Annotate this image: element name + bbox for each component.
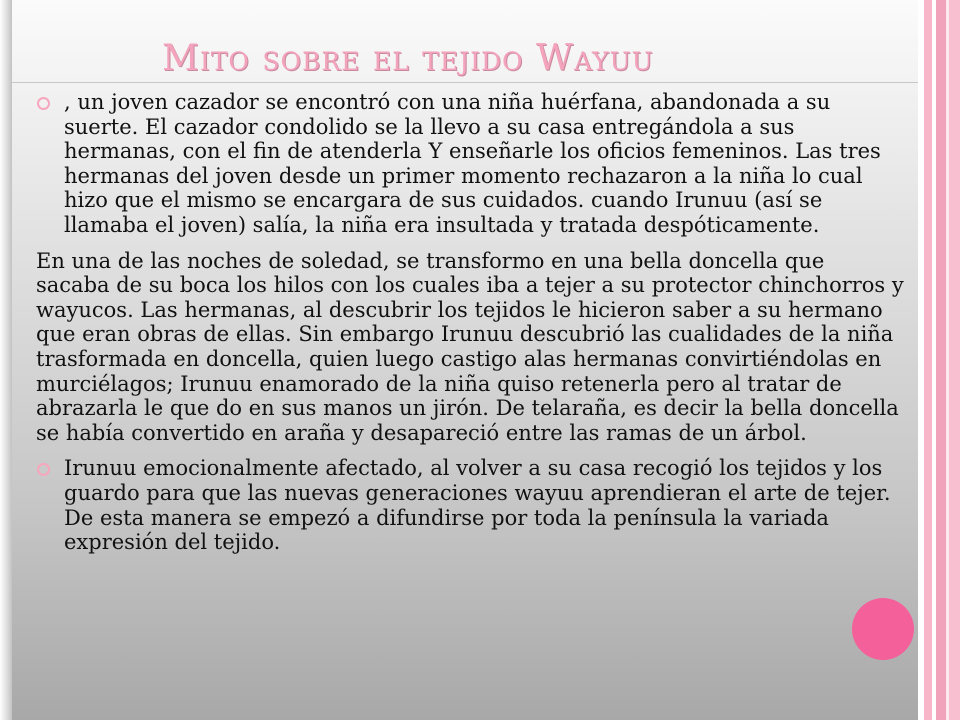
stripe xyxy=(949,0,960,720)
paragraph-text: En una de las noches de soledad, se transformo en una bella doncella que sacaba de su boca los hilos con los cuales iba a tejer a su protector chinchorros y wayucos. Las hermanas, al descubrir los tejidos le hicieron saber a su hermano que eran obras de ellas. Sin embargo Irunuu descubrió las cualidades de la niña trasformada en doncella, quien luego castigo alas hermanas convirtiéndolas en murciélagos; Irunuu enamorado de la niña quiso retenerla pero al tratar de abrazarla le que do en sus manos un jirón. De telaraña, es decir la bella doncella se había convertido en araña y desapareció entre las ramas de un árbol. xyxy=(36,248,904,445)
stripe xyxy=(936,0,946,720)
slide-body xyxy=(36,90,904,566)
slide-title: Mito sobre el tejido Wayuu xyxy=(162,38,654,79)
ring-bullet-icon xyxy=(37,463,50,476)
left-band xyxy=(0,0,12,720)
title-divider xyxy=(12,82,918,83)
bullet-paragraph-3 xyxy=(36,456,904,554)
ring-bullet-icon xyxy=(37,97,50,110)
paragraph-text: Irunuu emocionalmente afectado, al volver a su casa recogió los tejidos y los guardo para que las nuevas generaciones wayuu aprendieran el arte de tejer. De esta manera se empezó a difundirse por toda la península la variada expresión del tejido. xyxy=(64,456,891,555)
paragraph-2 xyxy=(36,249,904,446)
decorative-pink-circle xyxy=(852,598,914,660)
stripe xyxy=(924,0,932,720)
bullet-paragraph-1 xyxy=(36,90,904,238)
paragraph-text: , un joven cazador se encontró con una niña huérfana, abandonada a su suerte. El cazador condolido se la llevo a su casa entregándola a sus hermanas, con el fin de atenderla Y enseñarle los oficios femeninos. Las tres hermanas del joven desde un primer momento rechazaron a la niña lo cual hizo que el mismo se encargara de sus cuidados. cuando Irunuu (así se llamaba el joven) salía, la niña era insultada y tratada despóticamente. xyxy=(64,90,881,237)
